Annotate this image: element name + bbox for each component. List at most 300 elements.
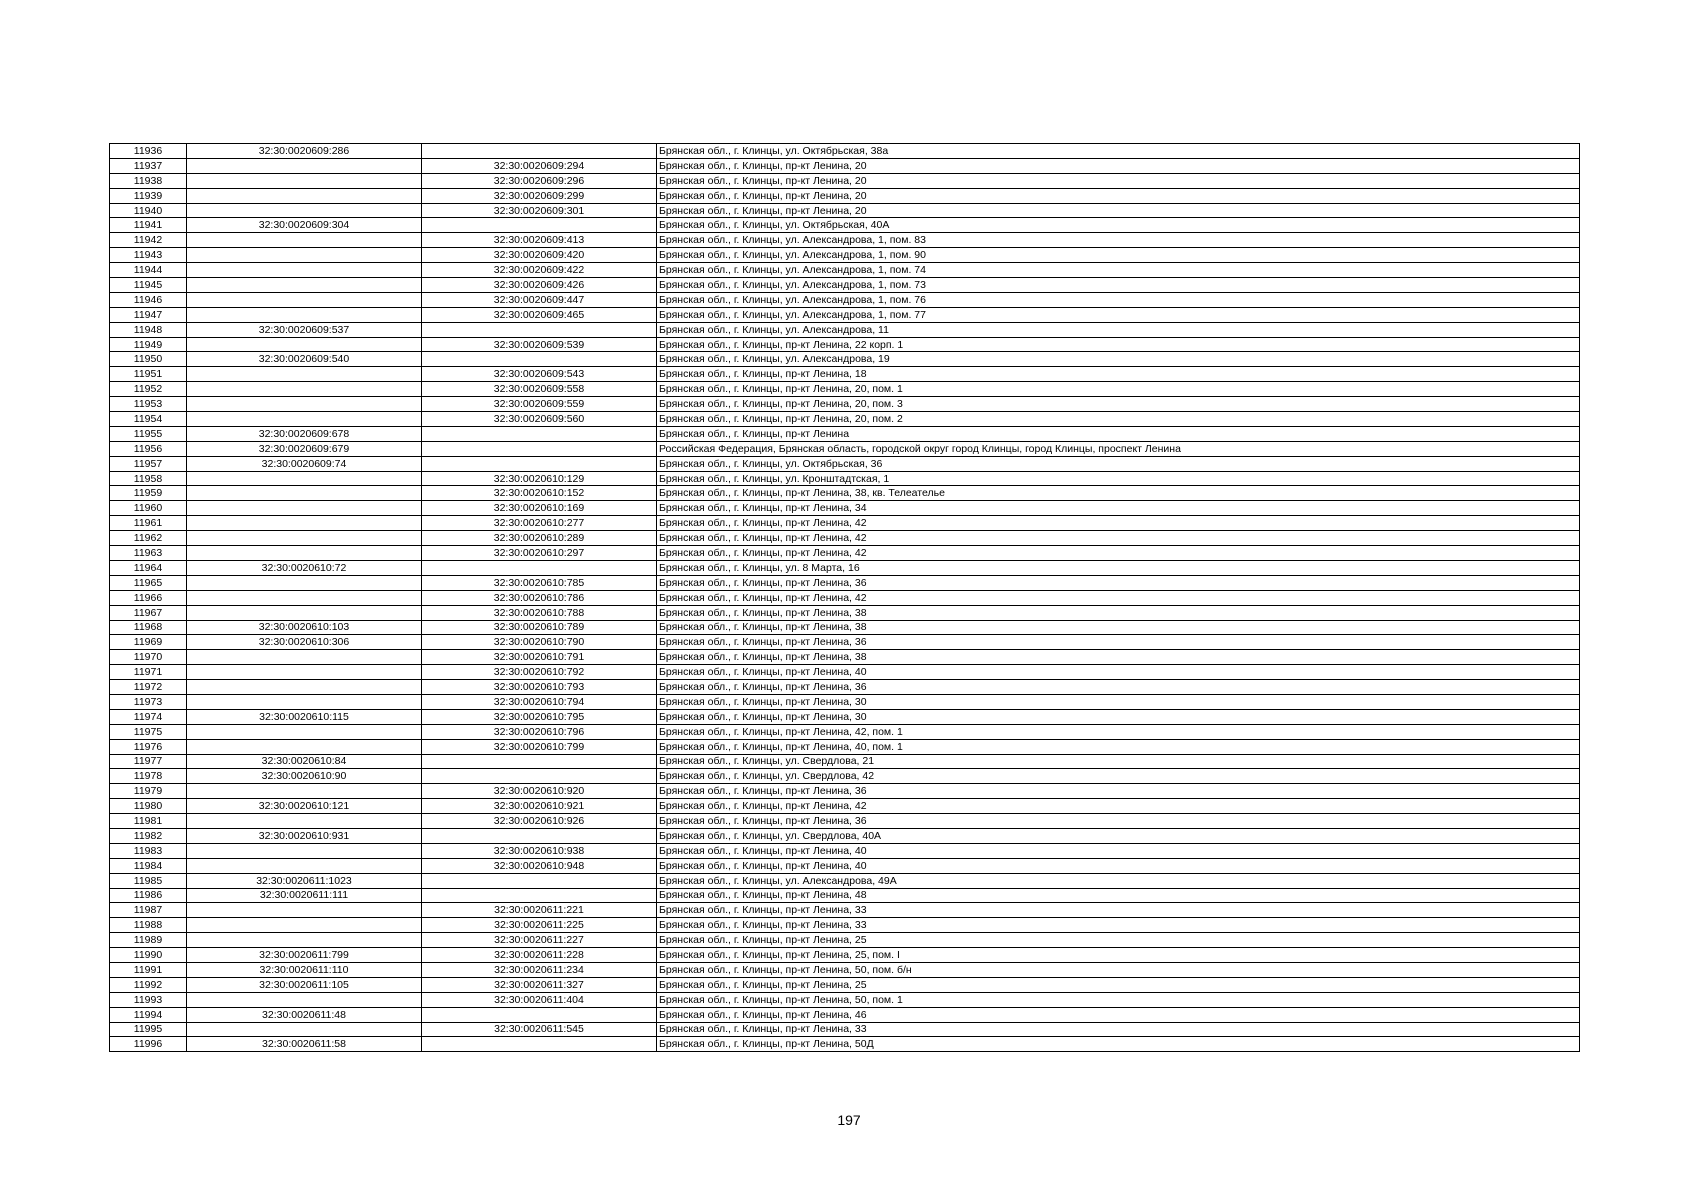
cadastral-number-building-cell <box>187 1022 422 1037</box>
cadastral-number-building-cell <box>187 367 422 382</box>
address-cell: Брянская обл., г. Клинцы, ул. Свердлова, 21 <box>657 754 1580 769</box>
address-cell: Брянская обл., г. Клинцы, ул. Александрова, 1, пом. 76 <box>657 292 1580 307</box>
row-number-cell: 11977 <box>110 754 187 769</box>
cadastral-number-building-cell <box>187 665 422 680</box>
row-number-cell: 11993 <box>110 992 187 1007</box>
cadastral-number-premises-cell: 32:30:0020609:413 <box>422 233 657 248</box>
row-number-cell: 11964 <box>110 560 187 575</box>
table-row <box>110 397 1580 412</box>
address-cell: Брянская обл., г. Клинцы, пр-кт Ленина, 25 <box>657 977 1580 992</box>
cadastral-number-building-cell <box>187 292 422 307</box>
address-cell: Брянская обл., г. Клинцы, пр-кт Ленина, 42 <box>657 590 1580 605</box>
row-number-cell: 11965 <box>110 575 187 590</box>
cadastral-number-premises-cell: 32:30:0020609:560 <box>422 412 657 427</box>
table-row <box>110 769 1580 784</box>
row-number-cell: 11947 <box>110 307 187 322</box>
address-cell: Брянская обл., г. Клинцы, пр-кт Ленина, 20, пом. 2 <box>657 412 1580 427</box>
row-number-cell: 11996 <box>110 1037 187 1052</box>
row-number-cell: 11940 <box>110 203 187 218</box>
table-row <box>110 962 1580 977</box>
cadastral-number-building-cell <box>187 694 422 709</box>
cadastral-number-building-cell <box>187 843 422 858</box>
table-row <box>110 471 1580 486</box>
table-row <box>110 307 1580 322</box>
row-number-cell: 11967 <box>110 605 187 620</box>
address-cell: Брянская обл., г. Клинцы, ул. Александрова, 1, пом. 73 <box>657 278 1580 293</box>
cadastral-number-premises-cell <box>422 1037 657 1052</box>
table-row <box>110 784 1580 799</box>
address-cell: Российская Федерация, Брянская область, городской округ город Клинцы, город Клинцы, проспект Ленина <box>657 441 1580 456</box>
table-row <box>110 814 1580 829</box>
cadastral-number-premises-cell: 32:30:0020609:422 <box>422 263 657 278</box>
address-cell: Брянская обл., г. Клинцы, пр-кт Ленина, 20 <box>657 203 1580 218</box>
row-number-cell: 11961 <box>110 516 187 531</box>
cadastral-number-premises-cell: 32:30:0020610:948 <box>422 858 657 873</box>
cadastral-number-premises-cell: 32:30:0020610:289 <box>422 531 657 546</box>
row-number-cell: 11952 <box>110 382 187 397</box>
cadastral-number-premises-cell: 32:30:0020609:559 <box>422 397 657 412</box>
cadastral-number-building-cell: 32:30:0020609:304 <box>187 218 422 233</box>
cadastral-number-building-cell: 32:30:0020611:111 <box>187 888 422 903</box>
row-number-cell: 11962 <box>110 531 187 546</box>
row-number-cell: 11991 <box>110 962 187 977</box>
address-cell: Брянская обл., г. Клинцы, ул. Александрова, 49А <box>657 873 1580 888</box>
row-number-cell: 11969 <box>110 635 187 650</box>
row-number-cell: 11987 <box>110 903 187 918</box>
cadastral-number-premises-cell: 32:30:0020610:152 <box>422 486 657 501</box>
cadastral-number-premises-cell: 32:30:0020610:926 <box>422 814 657 829</box>
cadastral-number-building-cell <box>187 203 422 218</box>
cadastral-number-premises-cell: 32:30:0020609:299 <box>422 188 657 203</box>
table-row <box>110 501 1580 516</box>
cadastral-number-premises-cell: 32:30:0020610:793 <box>422 680 657 695</box>
table-row <box>110 144 1580 159</box>
table-row <box>110 1007 1580 1022</box>
address-cell: Брянская обл., г. Клинцы, пр-кт Ленина, 48 <box>657 888 1580 903</box>
table-row <box>110 278 1580 293</box>
table-row <box>110 263 1580 278</box>
row-number-cell: 11966 <box>110 590 187 605</box>
address-cell: Брянская обл., г. Клинцы, пр-кт Ленина, 30 <box>657 694 1580 709</box>
address-cell: Брянская обл., г. Клинцы, пр-кт Ленина, 36 <box>657 784 1580 799</box>
row-number-cell: 11979 <box>110 784 187 799</box>
table-row <box>110 486 1580 501</box>
cadastral-number-building-cell <box>187 486 422 501</box>
row-number-cell: 11950 <box>110 352 187 367</box>
address-cell: Брянская обл., г. Клинцы, пр-кт Ленина, 50Д <box>657 1037 1580 1052</box>
cadastral-number-premises-cell: 32:30:0020610:794 <box>422 694 657 709</box>
cadastral-number-building-cell <box>187 233 422 248</box>
property-table <box>109 143 1580 1052</box>
cadastral-number-premises-cell <box>422 754 657 769</box>
cadastral-number-premises-cell: 32:30:0020609:543 <box>422 367 657 382</box>
cadastral-number-premises-cell <box>422 828 657 843</box>
cadastral-number-premises-cell <box>422 218 657 233</box>
cadastral-number-building-cell <box>187 739 422 754</box>
row-number-cell: 11954 <box>110 412 187 427</box>
cadastral-number-premises-cell: 32:30:0020609:539 <box>422 337 657 352</box>
cadastral-number-premises-cell: 32:30:0020609:426 <box>422 278 657 293</box>
cadastral-number-building-cell <box>187 397 422 412</box>
table-row <box>110 665 1580 680</box>
address-cell: Брянская обл., г. Клинцы, ул. Свердлова, 40А <box>657 828 1580 843</box>
cadastral-number-building-cell <box>187 516 422 531</box>
address-cell: Брянская обл., г. Клинцы, пр-кт Ленина, 36 <box>657 575 1580 590</box>
row-number-cell: 11953 <box>110 397 187 412</box>
cadastral-number-premises-cell: 32:30:0020611:545 <box>422 1022 657 1037</box>
cadastral-number-building-cell: 32:30:0020611:799 <box>187 948 422 963</box>
row-number-cell: 11957 <box>110 456 187 471</box>
cadastral-number-premises-cell: 32:30:0020611:228 <box>422 948 657 963</box>
row-number-cell: 11995 <box>110 1022 187 1037</box>
address-cell: Брянская обл., г. Клинцы, ул. Октябрьская, 36 <box>657 456 1580 471</box>
cadastral-number-building-cell <box>187 680 422 695</box>
address-cell: Брянская обл., г. Клинцы, пр-кт Ленина <box>657 426 1580 441</box>
row-number-cell: 11958 <box>110 471 187 486</box>
row-number-cell: 11975 <box>110 724 187 739</box>
table-row <box>110 337 1580 352</box>
row-number-cell: 11936 <box>110 144 187 159</box>
cadastral-number-premises-cell: 32:30:0020611:227 <box>422 933 657 948</box>
address-cell: Брянская обл., г. Клинцы, ул. Свердлова, 42 <box>657 769 1580 784</box>
cadastral-number-building-cell: 32:30:0020609:679 <box>187 441 422 456</box>
address-cell: Брянская обл., г. Клинцы, пр-кт Ленина, 40 <box>657 843 1580 858</box>
row-number-cell: 11959 <box>110 486 187 501</box>
address-cell: Брянская обл., г. Клинцы, пр-кт Ленина, 20 <box>657 173 1580 188</box>
address-cell: Брянская обл., г. Клинцы, пр-кт Ленина, 46 <box>657 1007 1580 1022</box>
cadastral-number-building-cell <box>187 992 422 1007</box>
row-number-cell: 11942 <box>110 233 187 248</box>
row-number-cell: 11948 <box>110 322 187 337</box>
row-number-cell: 11981 <box>110 814 187 829</box>
cadastral-number-building-cell <box>187 248 422 263</box>
table-row <box>110 248 1580 263</box>
cadastral-number-premises-cell: 32:30:0020610:938 <box>422 843 657 858</box>
cadastral-number-premises-cell: 32:30:0020609:558 <box>422 382 657 397</box>
cadastral-number-building-cell <box>187 382 422 397</box>
cadastral-number-building-cell: 32:30:0020609:286 <box>187 144 422 159</box>
cadastral-number-building-cell <box>187 501 422 516</box>
address-cell: Брянская обл., г. Клинцы, ул. Октябрьская, 38а <box>657 144 1580 159</box>
cadastral-number-premises-cell: 32:30:0020610:920 <box>422 784 657 799</box>
cadastral-number-premises-cell <box>422 560 657 575</box>
address-cell: Брянская обл., г. Клинцы, пр-кт Ленина, 22 корп. 1 <box>657 337 1580 352</box>
address-cell: Брянская обл., г. Клинцы, пр-кт Ленина, 30 <box>657 709 1580 724</box>
cadastral-number-building-cell <box>187 307 422 322</box>
table-row <box>110 441 1580 456</box>
cadastral-number-building-cell <box>187 278 422 293</box>
cadastral-number-building-cell <box>187 784 422 799</box>
cadastral-number-building-cell <box>187 918 422 933</box>
row-number-cell: 11986 <box>110 888 187 903</box>
table-row <box>110 292 1580 307</box>
cadastral-number-building-cell <box>187 471 422 486</box>
row-number-cell: 11990 <box>110 948 187 963</box>
table-row <box>110 620 1580 635</box>
row-number-cell: 11978 <box>110 769 187 784</box>
cadastral-number-premises-cell: 32:30:0020610:785 <box>422 575 657 590</box>
table-row <box>110 560 1580 575</box>
row-number-cell: 11945 <box>110 278 187 293</box>
table-row <box>110 635 1580 650</box>
table-row <box>110 426 1580 441</box>
cadastral-number-premises-cell: 32:30:0020610:795 <box>422 709 657 724</box>
cadastral-number-building-cell <box>187 188 422 203</box>
table-row <box>110 799 1580 814</box>
row-number-cell: 11984 <box>110 858 187 873</box>
table-row <box>110 575 1580 590</box>
row-number-cell: 11971 <box>110 665 187 680</box>
cadastral-number-building-cell <box>187 546 422 561</box>
address-cell: Брянская обл., г. Клинцы, пр-кт Ленина, 34 <box>657 501 1580 516</box>
cadastral-number-premises-cell: 32:30:0020610:788 <box>422 605 657 620</box>
table-row <box>110 188 1580 203</box>
cadastral-number-premises-cell: 32:30:0020610:791 <box>422 650 657 665</box>
cadastral-number-premises-cell <box>422 873 657 888</box>
address-cell: Брянская обл., г. Клинцы, ул. Александрова, 1, пом. 83 <box>657 233 1580 248</box>
row-number-cell: 11972 <box>110 680 187 695</box>
table-row <box>110 888 1580 903</box>
row-number-cell: 11951 <box>110 367 187 382</box>
row-number-cell: 11938 <box>110 173 187 188</box>
row-number-cell: 11939 <box>110 188 187 203</box>
row-number-cell: 11949 <box>110 337 187 352</box>
cadastral-number-premises-cell: 32:30:0020609:301 <box>422 203 657 218</box>
table-row <box>110 828 1580 843</box>
address-cell: Брянская обл., г. Клинцы, ул. Кронштадтская, 1 <box>657 471 1580 486</box>
cadastral-number-premises-cell: 32:30:0020610:792 <box>422 665 657 680</box>
cadastral-number-premises-cell: 32:30:0020609:294 <box>422 158 657 173</box>
row-number-cell: 11976 <box>110 739 187 754</box>
table-row <box>110 352 1580 367</box>
address-cell: Брянская обл., г. Клинцы, пр-кт Ленина, 33 <box>657 918 1580 933</box>
cadastral-number-premises-cell: 32:30:0020609:296 <box>422 173 657 188</box>
table-row <box>110 873 1580 888</box>
cadastral-number-building-cell <box>187 263 422 278</box>
address-cell: Брянская обл., г. Клинцы, пр-кт Ленина, 20 <box>657 158 1580 173</box>
row-number-cell: 11970 <box>110 650 187 665</box>
row-number-cell: 11980 <box>110 799 187 814</box>
cadastral-number-building-cell: 32:30:0020609:537 <box>187 322 422 337</box>
row-number-cell: 11988 <box>110 918 187 933</box>
table-row <box>110 948 1580 963</box>
address-cell: Брянская обл., г. Клинцы, пр-кт Ленина, 40 <box>657 665 1580 680</box>
table-row <box>110 680 1580 695</box>
cadastral-number-premises-cell <box>422 888 657 903</box>
cadastral-number-building-cell <box>187 575 422 590</box>
cadastral-number-premises-cell <box>422 144 657 159</box>
cadastral-number-premises-cell: 32:30:0020611:327 <box>422 977 657 992</box>
cadastral-number-building-cell: 32:30:0020610:72 <box>187 560 422 575</box>
table-row <box>110 546 1580 561</box>
table-row <box>110 903 1580 918</box>
table-row <box>110 650 1580 665</box>
cadastral-number-building-cell <box>187 933 422 948</box>
address-cell: Брянская обл., г. Клинцы, пр-кт Ленина, 20, пом. 1 <box>657 382 1580 397</box>
table-row <box>110 531 1580 546</box>
cadastral-number-building-cell <box>187 903 422 918</box>
table-row <box>110 203 1580 218</box>
address-cell: Брянская обл., г. Клинцы, ул. 8 Марта, 16 <box>657 560 1580 575</box>
cadastral-number-building-cell: 32:30:0020611:105 <box>187 977 422 992</box>
cadastral-number-premises-cell: 32:30:0020611:221 <box>422 903 657 918</box>
cadastral-number-premises-cell <box>422 426 657 441</box>
address-cell: Брянская обл., г. Клинцы, пр-кт Ленина, 36 <box>657 680 1580 695</box>
row-number-cell: 11943 <box>110 248 187 263</box>
row-number-cell: 11989 <box>110 933 187 948</box>
row-number-cell: 11955 <box>110 426 187 441</box>
row-number-cell: 11983 <box>110 843 187 858</box>
table-row <box>110 173 1580 188</box>
address-cell: Брянская обл., г. Клинцы, пр-кт Ленина, 36 <box>657 814 1580 829</box>
address-cell: Брянская обл., г. Клинцы, ул. Александрова, 1, пом. 77 <box>657 307 1580 322</box>
cadastral-number-premises-cell: 32:30:0020610:786 <box>422 590 657 605</box>
table-row <box>110 322 1580 337</box>
cadastral-number-building-cell <box>187 590 422 605</box>
address-cell: Брянская обл., г. Клинцы, ул. Октябрьская, 40А <box>657 218 1580 233</box>
cadastral-number-building-cell: 32:30:0020610:103 <box>187 620 422 635</box>
address-cell: Брянская обл., г. Клинцы, пр-кт Ленина, 20, пом. 3 <box>657 397 1580 412</box>
address-cell: Брянская обл., г. Клинцы, пр-кт Ленина, 25, пом. I <box>657 948 1580 963</box>
cadastral-number-building-cell <box>187 158 422 173</box>
table-row <box>110 918 1580 933</box>
cadastral-number-building-cell: 32:30:0020610:84 <box>187 754 422 769</box>
cadastral-number-building-cell <box>187 814 422 829</box>
address-cell: Брянская обл., г. Клинцы, пр-кт Ленина, 38 <box>657 605 1580 620</box>
cadastral-number-building-cell: 32:30:0020609:678 <box>187 426 422 441</box>
cadastral-number-building-cell <box>187 412 422 427</box>
row-number-cell: 11946 <box>110 292 187 307</box>
row-number-cell: 11992 <box>110 977 187 992</box>
table-row <box>110 933 1580 948</box>
cadastral-number-premises-cell: 32:30:0020610:129 <box>422 471 657 486</box>
cadastral-number-premises-cell: 32:30:0020610:921 <box>422 799 657 814</box>
address-cell: Брянская обл., г. Клинцы, пр-кт Ленина, 38 <box>657 620 1580 635</box>
cadastral-number-building-cell: 32:30:0020610:90 <box>187 769 422 784</box>
table-row <box>110 516 1580 531</box>
address-cell: Брянская обл., г. Клинцы, пр-кт Ленина, 50, пом. 1 <box>657 992 1580 1007</box>
table-row <box>110 992 1580 1007</box>
row-number-cell: 11960 <box>110 501 187 516</box>
address-cell: Брянская обл., г. Клинцы, пр-кт Ленина, 40 <box>657 858 1580 873</box>
table-row <box>110 694 1580 709</box>
page-number: 197 <box>837 1112 861 1128</box>
address-cell: Брянская обл., г. Клинцы, пр-кт Ленина, 38 <box>657 650 1580 665</box>
cadastral-number-premises-cell <box>422 322 657 337</box>
cadastral-number-premises-cell: 32:30:0020609:447 <box>422 292 657 307</box>
cadastral-number-premises-cell <box>422 769 657 784</box>
cadastral-number-premises-cell <box>422 1007 657 1022</box>
cadastral-number-premises-cell: 32:30:0020610:790 <box>422 635 657 650</box>
row-number-cell: 11944 <box>110 263 187 278</box>
table-row <box>110 858 1580 873</box>
address-cell: Брянская обл., г. Клинцы, пр-кт Ленина, 42 <box>657 516 1580 531</box>
cadastral-number-premises-cell: 32:30:0020611:234 <box>422 962 657 977</box>
cadastral-number-building-cell: 32:30:0020609:540 <box>187 352 422 367</box>
cadastral-number-building-cell: 32:30:0020610:115 <box>187 709 422 724</box>
row-number-cell: 11963 <box>110 546 187 561</box>
cadastral-number-building-cell <box>187 858 422 873</box>
address-cell: Брянская обл., г. Клинцы, пр-кт Ленина, 50, пом. б/н <box>657 962 1580 977</box>
cadastral-number-premises-cell: 32:30:0020610:277 <box>422 516 657 531</box>
table-row <box>110 1022 1580 1037</box>
row-number-cell: 11968 <box>110 620 187 635</box>
cadastral-number-premises-cell: 32:30:0020610:789 <box>422 620 657 635</box>
table-row <box>110 382 1580 397</box>
address-cell: Брянская обл., г. Клинцы, ул. Александрова, 11 <box>657 322 1580 337</box>
cadastral-number-building-cell <box>187 531 422 546</box>
cadastral-number-building-cell: 32:30:0020611:58 <box>187 1037 422 1052</box>
table-row <box>110 1037 1580 1052</box>
cadastral-number-premises-cell: 32:30:0020610:799 <box>422 739 657 754</box>
address-cell: Брянская обл., г. Клинцы, пр-кт Ленина, 38, кв. Телеателье <box>657 486 1580 501</box>
cadastral-number-building-cell: 32:30:0020611:110 <box>187 962 422 977</box>
cadastral-number-premises-cell <box>422 456 657 471</box>
cadastral-number-premises-cell: 32:30:0020611:404 <box>422 992 657 1007</box>
address-cell: Брянская обл., г. Клинцы, пр-кт Ленина, 33 <box>657 1022 1580 1037</box>
cadastral-number-premises-cell: 32:30:0020610:796 <box>422 724 657 739</box>
cadastral-number-building-cell: 32:30:0020611:1023 <box>187 873 422 888</box>
row-number-cell: 11994 <box>110 1007 187 1022</box>
table-row <box>110 456 1580 471</box>
table-row <box>110 709 1580 724</box>
address-cell: Брянская обл., г. Клинцы, пр-кт Ленина, 36 <box>657 635 1580 650</box>
address-cell: Брянская обл., г. Клинцы, пр-кт Ленина, 42, пом. 1 <box>657 724 1580 739</box>
table-row <box>110 977 1580 992</box>
cadastral-number-premises-cell: 32:30:0020609:420 <box>422 248 657 263</box>
address-cell: Брянская обл., г. Клинцы, пр-кт Ленина, 42 <box>657 546 1580 561</box>
address-cell: Брянская обл., г. Клинцы, пр-кт Ленина, 18 <box>657 367 1580 382</box>
cadastral-number-building-cell <box>187 605 422 620</box>
row-number-cell: 11982 <box>110 828 187 843</box>
table-row <box>110 233 1580 248</box>
cadastral-number-premises-cell <box>422 441 657 456</box>
row-number-cell: 11974 <box>110 709 187 724</box>
cadastral-number-premises-cell: 32:30:0020610:169 <box>422 501 657 516</box>
table-row <box>110 367 1580 382</box>
cadastral-number-building-cell: 32:30:0020609:74 <box>187 456 422 471</box>
address-cell: Брянская обл., г. Клинцы, пр-кт Ленина, 25 <box>657 933 1580 948</box>
table-row <box>110 754 1580 769</box>
row-number-cell: 11941 <box>110 218 187 233</box>
address-cell: Брянская обл., г. Клинцы, пр-кт Ленина, 42 <box>657 531 1580 546</box>
cadastral-number-premises-cell: 32:30:0020611:225 <box>422 918 657 933</box>
row-number-cell: 11973 <box>110 694 187 709</box>
cadastral-number-building-cell <box>187 337 422 352</box>
table-row <box>110 843 1580 858</box>
property-table-body <box>110 144 1580 1052</box>
cadastral-number-building-cell: 32:30:0020611:48 <box>187 1007 422 1022</box>
table-row <box>110 605 1580 620</box>
cadastral-number-building-cell: 32:30:0020610:121 <box>187 799 422 814</box>
address-cell: Брянская обл., г. Клинцы, пр-кт Ленина, 33 <box>657 903 1580 918</box>
cadastral-number-building-cell <box>187 173 422 188</box>
cadastral-number-building-cell: 32:30:0020610:306 <box>187 635 422 650</box>
row-number-cell: 11985 <box>110 873 187 888</box>
cadastral-number-building-cell: 32:30:0020610:931 <box>187 828 422 843</box>
address-cell: Брянская обл., г. Клинцы, пр-кт Ленина, 20 <box>657 188 1580 203</box>
cadastral-number-building-cell <box>187 724 422 739</box>
table-row <box>110 590 1580 605</box>
cadastral-number-building-cell <box>187 650 422 665</box>
table-row <box>110 158 1580 173</box>
cadastral-number-premises-cell: 32:30:0020609:465 <box>422 307 657 322</box>
cadastral-number-premises-cell: 32:30:0020610:297 <box>422 546 657 561</box>
row-number-cell: 11937 <box>110 158 187 173</box>
table-row <box>110 218 1580 233</box>
table-row <box>110 724 1580 739</box>
address-cell: Брянская обл., г. Клинцы, ул. Александрова, 1, пом. 74 <box>657 263 1580 278</box>
